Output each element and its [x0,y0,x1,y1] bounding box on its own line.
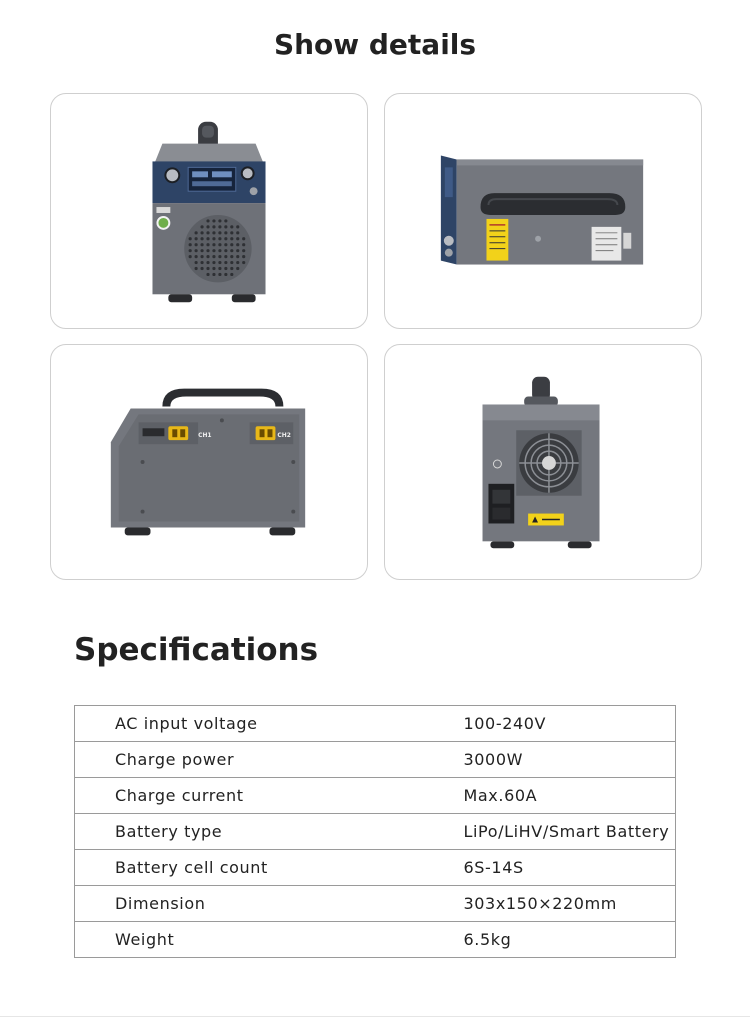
grille-hole [206,249,209,252]
spec-value: LiPo/LiHV/Smart Battery [464,814,676,850]
grille-hole [218,261,221,264]
grille-hole [236,243,239,246]
grille-hole [189,255,192,258]
grille-hole [224,255,227,258]
bottom-divider [0,1016,750,1017]
specifications-title: Specifications [74,632,319,668]
grille-hole [200,249,203,252]
grille-hole [212,267,215,270]
grille-hole [206,267,209,270]
grille-hole [230,255,233,258]
grille-hole [224,243,227,246]
grille-hole [230,243,233,246]
charger-side-illustration [385,94,701,328]
grille-hole [224,273,227,276]
grille-hole [230,267,233,270]
grille-hole [236,267,239,270]
grille-hole [212,237,215,240]
grille-hole [212,219,215,222]
grille-hole [230,237,233,240]
speaker-grille [184,215,251,282]
grille-hole [236,225,239,228]
grille-hole [224,261,227,264]
grille-hole [206,225,209,228]
table-row [75,706,676,742]
grille-hole [218,273,221,276]
port-ch1-label: CH1 [198,432,212,440]
grille-hole [218,219,221,222]
grille-hole [200,237,203,240]
grille-hole [206,243,209,246]
grille-hole [206,255,209,258]
grille-hole [242,243,245,246]
grille-hole [218,237,221,240]
grille-hole [224,219,227,222]
grille-hole [195,261,198,264]
grille-hole [195,267,198,270]
grille-hole [206,261,209,264]
grille-hole [230,261,233,264]
product-image-side[interactable] [384,93,702,329]
table-row [75,922,676,958]
grille-hole [212,273,215,276]
grille-hole [206,231,209,234]
table-row [75,814,676,850]
table-row [75,742,676,778]
grille-hole [242,237,245,240]
grille-hole [236,237,239,240]
grille-hole [218,225,221,228]
grille-hole [200,225,203,228]
charger-rear-illustration [385,345,701,579]
grille-hole [189,237,192,240]
grille-hole [212,261,215,264]
grille-hole [236,261,239,264]
product-image-rear[interactable] [384,344,702,580]
spec-label: Battery cell count [75,850,464,886]
product-image-output-side[interactable] [50,344,368,580]
spec-value: 100-240V [464,706,676,742]
grille-hole [224,231,227,234]
spec-label: Weight [75,922,464,958]
spec-value: 303x150×220mm [464,886,676,922]
grille-hole [206,237,209,240]
spec-label: Dimension [75,886,464,922]
port-ch2-label: CH2 [277,432,291,440]
spec-value: 6S-14S [464,850,676,886]
grille-hole [224,249,227,252]
grille-hole [200,261,203,264]
grille-hole [200,267,203,270]
grille-hole [218,255,221,258]
grille-hole [230,225,233,228]
grille-hole [218,243,221,246]
grille-hole [224,237,227,240]
grille-hole [218,267,221,270]
grille-hole [218,231,221,234]
grille-hole [189,243,192,246]
spec-label: Charge current [75,778,464,814]
product-image-front[interactable] [50,93,368,329]
grille-hole [236,255,239,258]
grille-hole [200,243,203,246]
charger-front-illustration [51,94,367,328]
grille-hole [200,231,203,234]
grille-hole [224,267,227,270]
specifications-table [74,705,676,958]
grille-hole [230,249,233,252]
grille-hole [195,237,198,240]
spec-value: 3000W [464,742,676,778]
table-row [75,778,676,814]
grille-hole [212,243,215,246]
grille-hole [218,249,221,252]
show-details-title: Show details [273,28,477,61]
table-row [75,850,676,886]
grille-hole [212,249,215,252]
spec-label: Battery type [75,814,464,850]
charger-output-illustration [51,345,367,579]
spec-label: AC input voltage [75,706,464,742]
grille-hole [212,231,215,234]
grille-hole [242,261,245,264]
grille-hole [200,255,203,258]
grille-hole [195,249,198,252]
grille-hole [236,249,239,252]
table-row [75,886,676,922]
grille-hole [195,255,198,258]
spec-label: Charge power [75,742,464,778]
grille-hole [242,255,245,258]
grille-hole [206,273,209,276]
grille-hole [230,231,233,234]
grille-hole [195,231,198,234]
grille-hole [236,231,239,234]
grille-hole [224,225,227,228]
grille-hole [212,255,215,258]
grille-hole [212,225,215,228]
spec-value: 6.5kg [464,922,676,958]
grille-hole [189,249,192,252]
spec-value: Max.60A [464,778,676,814]
grille-hole [230,273,233,276]
grille-hole [195,243,198,246]
grille-hole [242,249,245,252]
grille-hole [206,219,209,222]
